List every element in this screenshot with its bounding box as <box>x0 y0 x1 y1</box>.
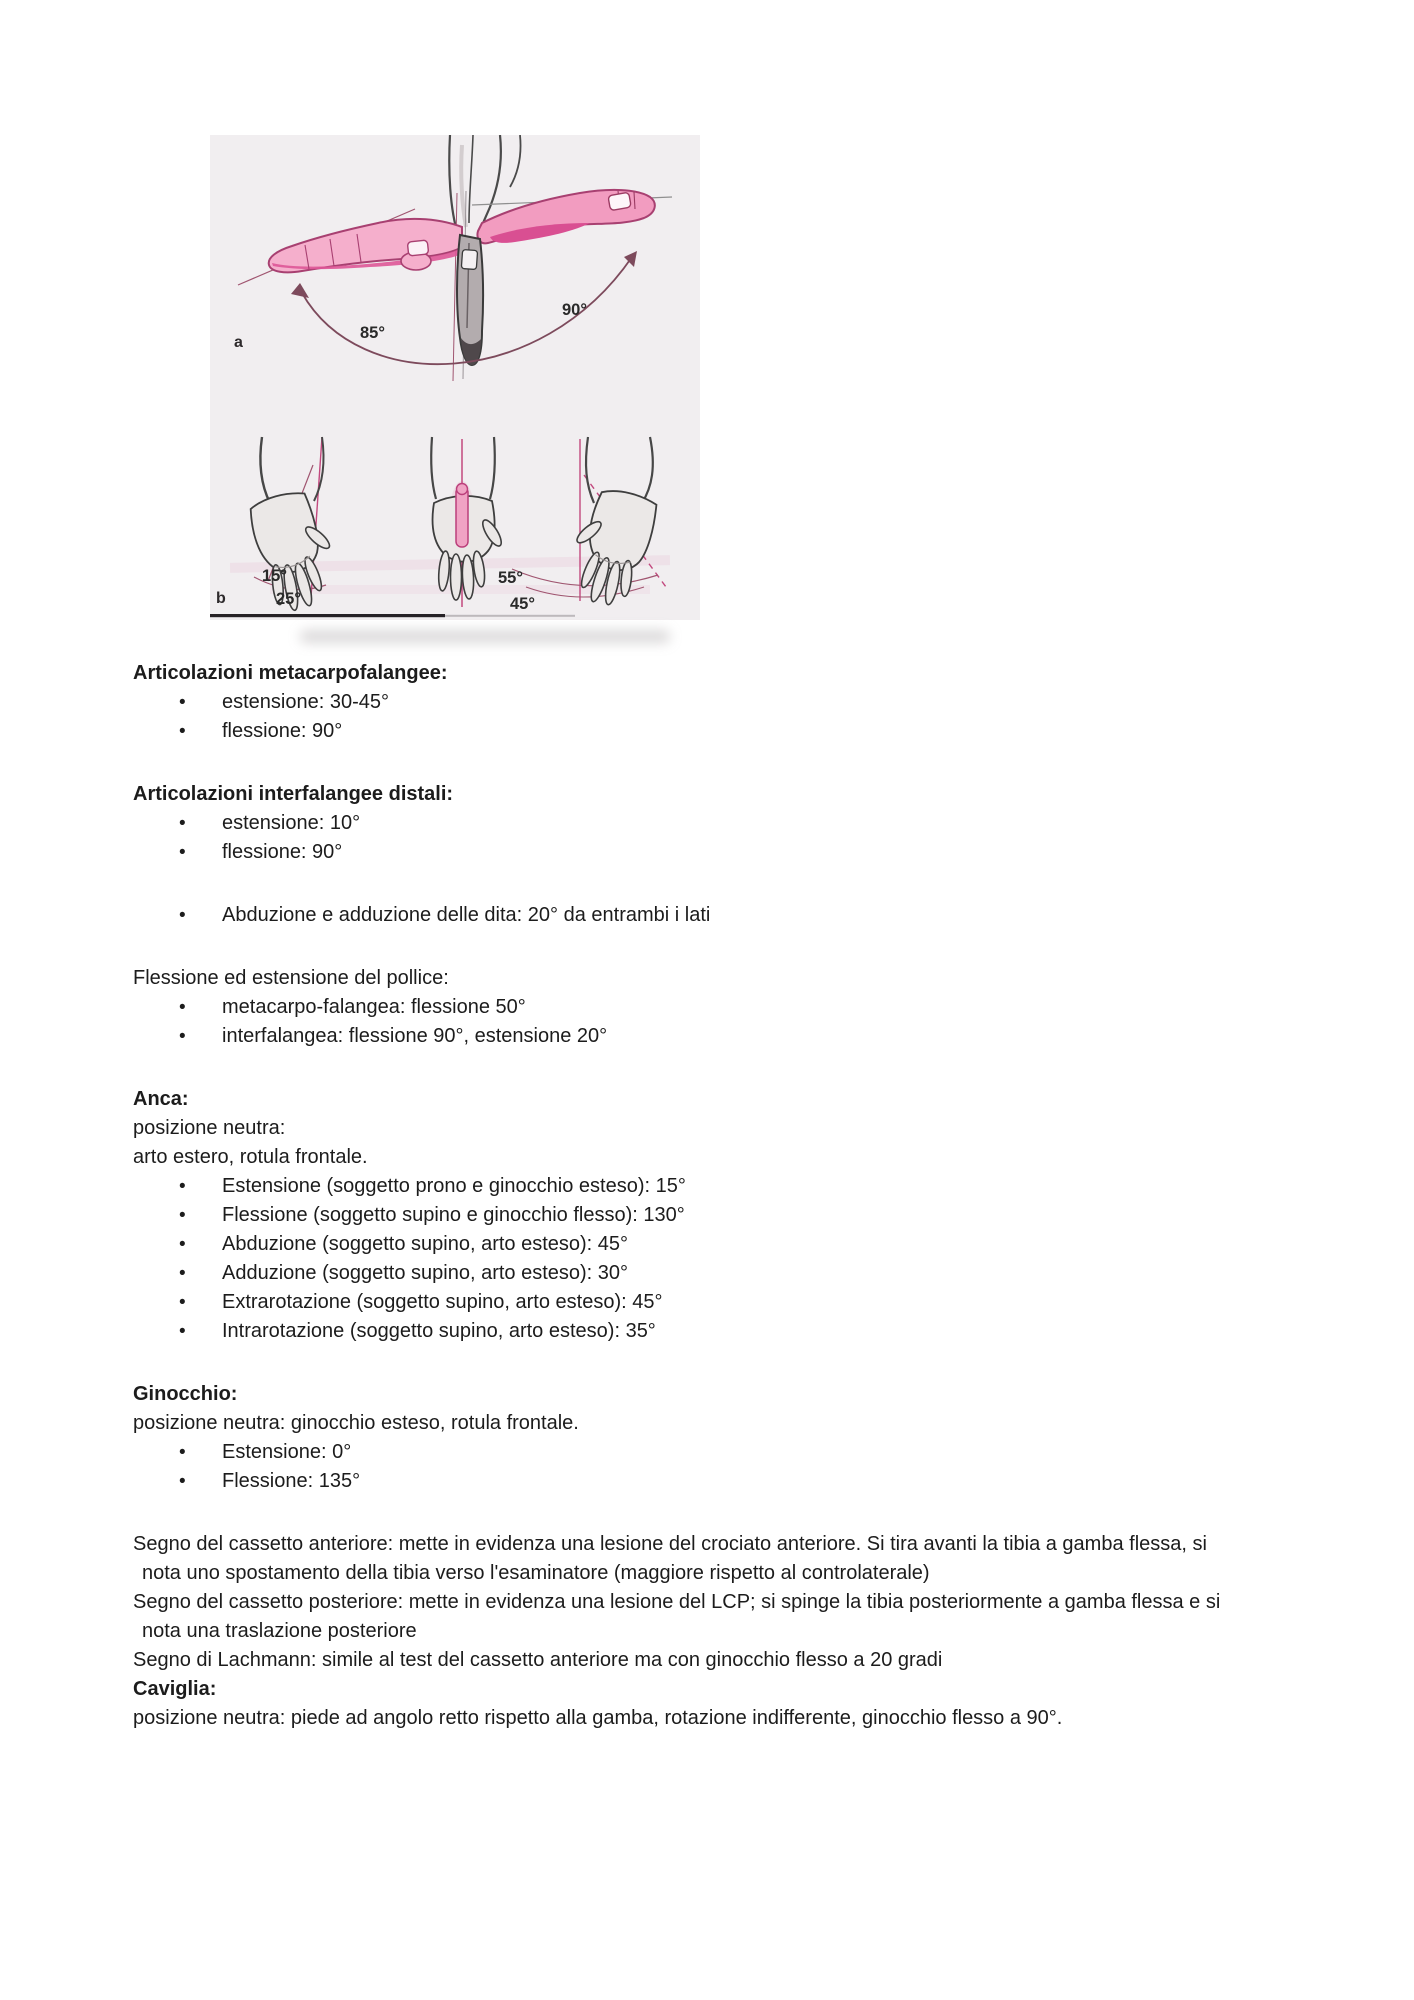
scan-artifact <box>300 630 670 643</box>
paragraph-cassetto-posteriore <box>133 1588 1373 1646</box>
angle-flexion-label: 85° <box>360 324 385 342</box>
section-heading: Ginocchio: <box>133 1383 238 1405</box>
angle-radial-upper-label: 15° <box>262 567 287 585</box>
bullet-text: Intrarotazione (soggetto supino, arto esteso): 35° <box>222 1320 656 1342</box>
bullet-text: Estensione: 0° <box>222 1441 352 1463</box>
bullet-list <box>133 901 1373 930</box>
bullet-text: Abduzione e adduzione delle dita: 20° da entrambi i lati <box>222 904 711 926</box>
bullet-item <box>133 717 1373 746</box>
metacarpal-bone <box>456 487 468 547</box>
section-heading: Caviglia: <box>133 1678 217 1700</box>
paragraph-cassetto-anteriore <box>133 1530 1373 1588</box>
bullet-item <box>133 809 1373 838</box>
bullet-text: Flessione: 135° <box>222 1470 361 1492</box>
bullet-list <box>133 1438 1373 1496</box>
bullet-item <box>133 993 1373 1022</box>
paragraph-lachmann <box>133 1646 1373 1675</box>
angle-ulnar-lower-label: 45° <box>510 595 535 613</box>
neutral-fingers <box>457 235 483 365</box>
scan-baseline <box>210 614 445 617</box>
bullet-text: Abduzione (soggetto supino, arto esteso): 45° <box>222 1233 629 1255</box>
bullet-list <box>133 993 1373 1051</box>
neutral-position-line: arto estero, rotula frontale. <box>133 1146 368 1168</box>
section-caviglia <box>133 1675 1373 1733</box>
bullet-text: Estensione (soggetto prono e ginocchio esteso): 15° <box>222 1175 686 1197</box>
angle-radial-lower-label: 25° <box>276 590 301 608</box>
bullet-item <box>133 901 1373 930</box>
bullet-item <box>133 1288 1373 1317</box>
bullet-list <box>133 809 1373 867</box>
bullet-list <box>133 1172 1373 1346</box>
bullet-item <box>133 1259 1373 1288</box>
bullet-item <box>133 1317 1373 1346</box>
section-heading: Flessione ed estensione del pollice: <box>133 967 449 989</box>
bullet-text: flessione: 90° <box>222 720 343 742</box>
neutral-position-line: posizione neutra: ginocchio esteso, rotula frontale. <box>133 1412 579 1434</box>
bullet-text: Adduzione (soggetto supino, arto esteso): 30° <box>222 1262 629 1284</box>
bullet-text: estensione: 10° <box>222 812 361 834</box>
bullet-text: Flessione (soggetto supino e ginocchio flesso): 130° <box>222 1204 685 1226</box>
section-abduzione-dita <box>133 901 1373 930</box>
bullet-text: metacarpo-falangea: flessione 50° <box>222 996 526 1018</box>
bullet-text: flessione: 90° <box>222 841 343 863</box>
angle-ulnar-upper-label: 55° <box>498 569 523 587</box>
section-metacarpofalangee <box>133 659 1373 746</box>
section-heading: Articolazioni metacarpofalangee: <box>133 662 448 684</box>
paragraph-line: Segno del cassetto posteriore: mette in evidenza una lesione del LCP; si spinge la tibia posteriormente a gamba flessa e si <box>133 1591 1221 1613</box>
bullet-list <box>133 688 1373 746</box>
neutral-position-line: posizione neutra: piede ad angolo retto rispetto alla gamba, rotazione indifferente, ginocchio flesso a 90°. <box>133 1707 1063 1729</box>
section-interfalangee-distali <box>133 780 1373 867</box>
bullet-item <box>133 1467 1373 1496</box>
figure-caption-a: a <box>234 334 243 351</box>
hand-range-of-motion-illustration <box>210 135 700 620</box>
bullet-text: estensione: 30-45° <box>222 691 390 713</box>
wrist-range-of-motion-figure <box>210 135 700 620</box>
paragraph-line: nota uno spostamento della tibia verso l'esaminatore (maggiore rispetto al controlaterale) <box>142 1562 930 1584</box>
section-heading: Anca: <box>133 1088 189 1110</box>
bullet-item <box>133 838 1373 867</box>
bullet-item <box>133 1022 1373 1051</box>
paragraph-line: nota una traslazione posteriore <box>142 1620 417 1642</box>
document-body <box>133 659 1373 1767</box>
bullet-item <box>133 1438 1373 1467</box>
bullet-item <box>133 1230 1373 1259</box>
section-heading: Articolazioni interfalangee distali: <box>133 783 454 805</box>
neutral-position-line: posizione neutra: <box>133 1117 286 1139</box>
bullet-item <box>133 688 1373 717</box>
bullet-item <box>133 1201 1373 1230</box>
figure-caption-b: b <box>216 590 226 607</box>
paragraph-line: Segno del cassetto anteriore: mette in evidenza una lesione del crociato anteriore. Si tira avanti la tibia a gamba flessa, si <box>133 1533 1207 1555</box>
bullet-item <box>133 1172 1373 1201</box>
bullet-text: interfalangea: flessione 90°, estensione 20° <box>222 1025 608 1047</box>
section-pollice <box>133 964 1373 1051</box>
paragraph-line: Segno di Lachmann: simile al test del cassetto anteriore ma con ginocchio flesso a 20 gradi <box>133 1649 943 1671</box>
angle-extension-label: 90° <box>562 301 587 319</box>
section-anca <box>133 1085 1373 1346</box>
section-ginocchio <box>133 1380 1373 1496</box>
bullet-text: Extrarotazione (soggetto supino, arto esteso): 45° <box>222 1291 663 1313</box>
